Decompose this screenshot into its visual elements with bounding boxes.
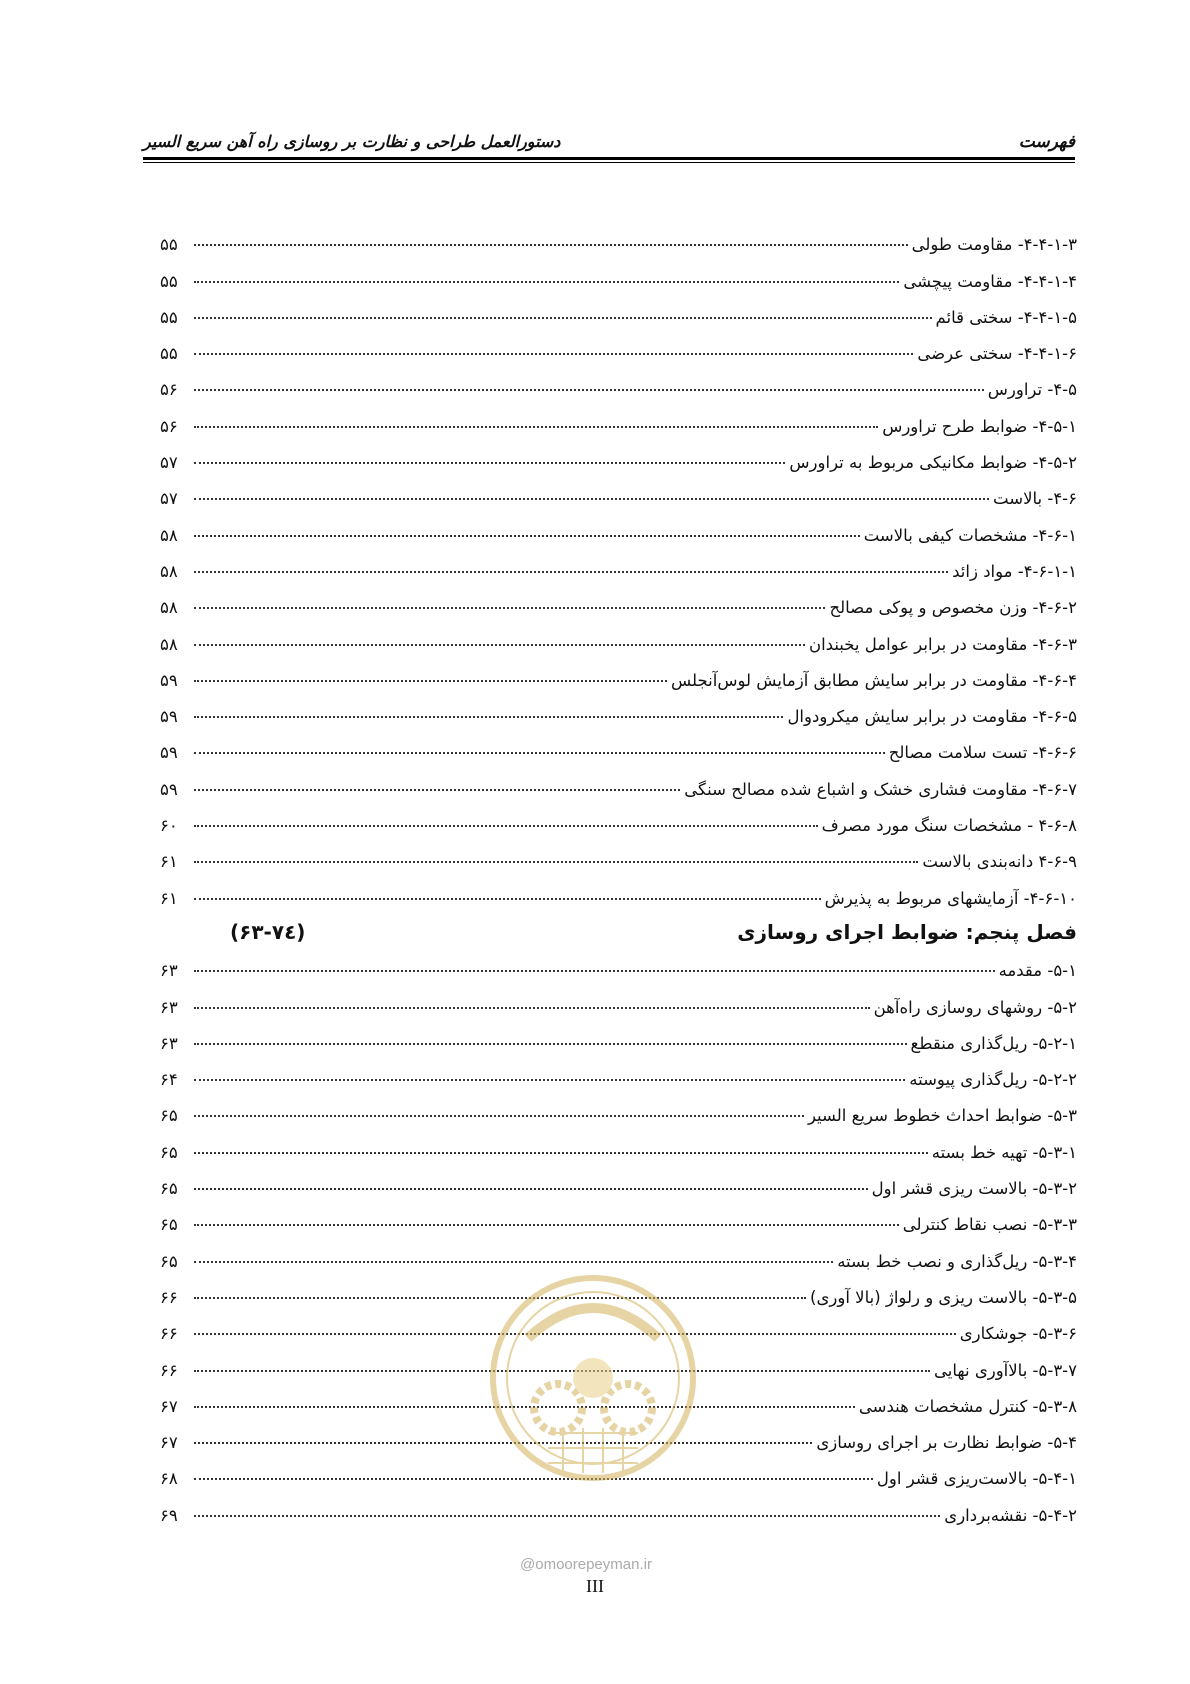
toc-entry[interactable] xyxy=(160,436,1077,472)
toc-entry-page: ۶۵ xyxy=(160,1251,178,1271)
toc-entry[interactable] xyxy=(160,363,1077,399)
toc-entry[interactable] xyxy=(160,508,1077,544)
toc-leader-dots xyxy=(194,1006,870,1009)
toc-entry-title: ۵-۳-۱- تهیه خط بسته xyxy=(931,1142,1077,1162)
toc-entry[interactable] xyxy=(160,472,1077,508)
toc-entry-title: ۴-۶-۵- مقاومت در برابر سایش میکرودوال xyxy=(787,707,1077,727)
toc-entry-page: ۶۱ xyxy=(160,852,178,872)
toc-leader-dots xyxy=(194,352,913,355)
toc-leader-dots xyxy=(194,243,908,246)
toc-entry-page: ۶۱ xyxy=(160,888,178,908)
toc-leader-dots xyxy=(194,1114,804,1117)
toc-entry-page: ۵۵ xyxy=(160,307,178,327)
toc-leader-dots xyxy=(194,316,932,319)
toc-entry-page: ۶۵ xyxy=(160,1179,178,1199)
page-header xyxy=(143,128,1075,158)
toc-entry-page: ۶۷ xyxy=(160,1396,178,1416)
toc-entry-title: ۵-۲-۲- ریل‌گذاری پیوسته xyxy=(909,1070,1077,1090)
toc-entry[interactable] xyxy=(160,327,1077,363)
toc-entry-title: ۵-۱- مقدمه xyxy=(998,961,1077,981)
seal-logo-icon xyxy=(488,1268,698,1498)
toc-leader-dots xyxy=(194,1514,940,1517)
toc-entry-title: ۴-۶-۱-۱- مواد زائد xyxy=(952,561,1077,581)
toc-leader-dots xyxy=(194,1223,899,1226)
toc-entry-title: ۵-۳-۴- ریل‌گذاری و نصب خط بسته xyxy=(837,1251,1077,1271)
toc-entry[interactable] xyxy=(160,1017,1077,1053)
chapter-heading[interactable] xyxy=(160,908,1077,944)
header-document-title: دستورالعمل طراحی و نظارت بر روسازی راه آهن سریع السیر xyxy=(143,132,561,151)
toc-leader-dots xyxy=(194,280,899,283)
toc-entry-title: ۵-۳- ضوابط احداث خطوط سریع السیر xyxy=(807,1106,1077,1126)
toc-entry-title: ۴-۶-۷- مقاومت فشاری خشک و اشباع شده مصالح سنگی xyxy=(684,779,1077,799)
toc-entry-title: ۴-۶-۳- مقاومت در برابر عوامل یخبندان xyxy=(808,634,1077,654)
toc-leader-dots xyxy=(194,425,878,428)
toc-entry[interactable] xyxy=(160,1125,1077,1161)
toc-entry-title: ۵-۲-۱- ریل‌گذاری منقطع xyxy=(910,1033,1077,1053)
toc-entry-title: ۴-۶-۱- مشخصات کیفی بالاست xyxy=(863,525,1077,545)
toc-entry-page: ۵۸ xyxy=(160,598,178,618)
toc-entry-page: ۵۶ xyxy=(160,416,178,436)
toc-entry-page: ۵۵ xyxy=(160,235,178,255)
toc-entry[interactable] xyxy=(160,617,1077,653)
toc-entry-title: ۵-۴- ضوابط نظارت بر اجرای روسازی xyxy=(816,1433,1077,1453)
toc-leader-dots xyxy=(194,860,918,863)
toc-entry[interactable] xyxy=(160,726,1077,762)
toc-entry[interactable] xyxy=(160,654,1077,690)
toc-entry-title: ۴-۶-۴- مقاومت در برابر سایش مطابق آزمایش لوس‌آنجلس xyxy=(671,670,1077,690)
toc-entry-page: ۶۷ xyxy=(160,1433,178,1453)
toc-entry-title: ۵-۴-۲- نقشه‌برداری xyxy=(944,1505,1077,1525)
toc-leader-dots xyxy=(194,1042,907,1045)
toc-leader-dots xyxy=(194,497,989,500)
toc-leader-dots xyxy=(194,388,984,391)
toc-entry-title: ۴-۶-۶- تست سلامت مصالح xyxy=(888,743,1077,763)
toc-entry-page: ۶۵ xyxy=(160,1106,178,1126)
toc-entry-page: ۵۸ xyxy=(160,634,178,654)
toc-entry[interactable] xyxy=(160,254,1077,290)
toc-entry-page: ۵۷ xyxy=(160,453,178,473)
toc-entry-title: ۴-۶-۲- وزن مخصوص و پوکی مصالح xyxy=(829,598,1077,618)
toc-entry-page: ۵۶ xyxy=(160,380,178,400)
toc-entry-title: ۴-۶-۱۰- آزمایشهای مربوط به پذیرش xyxy=(824,888,1077,908)
toc-leader-dots xyxy=(194,715,783,718)
toc-entry-page: ۵۷ xyxy=(160,489,178,509)
toc-entry-page: ۶۹ xyxy=(160,1505,178,1525)
toc-entry-page: ۶۶ xyxy=(160,1324,178,1344)
toc-entry[interactable] xyxy=(160,545,1077,581)
toc-leader-dots xyxy=(194,1151,928,1154)
toc-leader-dots xyxy=(194,788,680,791)
toc-entry[interactable] xyxy=(160,291,1077,327)
toc-entry-title: ۴-۶-۸ - مشخصات سنگ مورد مصرف xyxy=(821,816,1077,836)
toc-entry-title: ۵-۳-۵- بالاست ریزی و رلواژ (بالا آوری) xyxy=(810,1287,1077,1307)
toc-leader-dots xyxy=(194,1187,868,1190)
header-section-title: فهرست xyxy=(1018,132,1075,152)
toc-entry-title: ۵-۳-۶- جوشکاری xyxy=(959,1324,1077,1344)
toc-entry-page: ۵۵ xyxy=(160,271,178,291)
toc-entry-page: ۵۹ xyxy=(160,707,178,727)
header-rule xyxy=(143,157,1075,163)
toc-entry-page: ۶۰ xyxy=(160,816,178,836)
toc-entry-title: ۵-۳-۷- بالاآوری نهایی xyxy=(934,1360,1077,1380)
toc-leader-dots xyxy=(194,570,948,573)
page-number: III xyxy=(586,1576,604,1596)
toc-entry[interactable] xyxy=(160,835,1077,871)
toc-entry[interactable] xyxy=(160,1234,1077,1270)
toc-entry-page: ۶۶ xyxy=(160,1360,178,1380)
toc-entry-title: ۵-۳-۲- بالاست ریزی قشر اول xyxy=(871,1179,1077,1199)
toc-entry[interactable] xyxy=(160,1089,1077,1125)
toc-entry-page: ۵۸ xyxy=(160,561,178,581)
toc-leader-dots xyxy=(194,606,825,609)
toc-entry[interactable] xyxy=(160,980,1077,1016)
toc-entry-page: ۶۳ xyxy=(160,961,178,981)
toc-leader-dots xyxy=(194,534,860,537)
toc-entry-page: ۶۵ xyxy=(160,1142,178,1162)
toc-entry-title: ۴-۵- تراورس xyxy=(987,380,1077,400)
toc-entry-page: ۵۹ xyxy=(160,779,178,799)
toc-leader-dots xyxy=(194,679,667,682)
toc-entry-title: ۴-۵-۱- ضوابط طرح تراورس xyxy=(882,416,1077,436)
toc-entry[interactable] xyxy=(160,871,1077,907)
toc-entry-title: ۴-۴-۱-۴- مقاومت پیچشی xyxy=(903,271,1077,291)
toc-entry-page: ۵۸ xyxy=(160,525,178,545)
toc-entry[interactable] xyxy=(160,944,1077,980)
toc-entry-title: ۵-۳-۳- نصب نقاط کنترلی xyxy=(902,1215,1077,1235)
toc-entry-page: ۶۶ xyxy=(160,1287,178,1307)
watermark-site: @omoorepeyman.ir xyxy=(520,1556,652,1573)
toc-entry-title: ۴-۵-۲- ضوابط مکانیکی مربوط به تراورس xyxy=(789,453,1077,473)
toc-entry[interactable] xyxy=(160,1198,1077,1234)
chapter-page-range: (۶۳-۷٤) xyxy=(230,919,306,944)
toc-leader-dots xyxy=(194,751,885,754)
toc-entry[interactable] xyxy=(160,690,1077,726)
toc-leader-dots xyxy=(194,824,818,827)
toc-entry[interactable] xyxy=(160,762,1077,798)
toc-entry-title: ۵-۴-۱- بالاست‌ریزی قشر اول xyxy=(876,1469,1077,1489)
toc-entry-page: ۶۵ xyxy=(160,1215,178,1235)
toc-leader-dots xyxy=(194,643,805,646)
toc-leader-dots xyxy=(194,1078,905,1081)
toc-leader-dots xyxy=(194,461,785,464)
toc-entry-page: ۶۳ xyxy=(160,1033,178,1053)
toc-entry-title: ۴-۶- بالاست xyxy=(993,489,1077,509)
toc-entry-title: ۵-۲- روشهای روسازی راه‌آهن xyxy=(873,997,1077,1017)
toc-entry-page: ۶۳ xyxy=(160,997,178,1017)
toc-entry[interactable] xyxy=(160,799,1077,835)
toc-entry-page: ۶۸ xyxy=(160,1469,178,1489)
toc-entry-title: ۴-۴-۱-۶- سختی عرضی xyxy=(917,344,1077,364)
toc-entry-page: ۵۹ xyxy=(160,743,178,763)
toc-leader-dots xyxy=(194,897,821,900)
toc-entry-page: ۵۵ xyxy=(160,344,178,364)
toc-entry-title: ۴-۶-۹ دانه‌بندی بالاست xyxy=(922,852,1077,872)
toc-entry[interactable] xyxy=(160,218,1077,254)
chapter-title: فصل پنجم: ضوابط اجرای روسازی xyxy=(737,919,1077,944)
toc-leader-dots xyxy=(194,969,995,972)
toc-leader-dots xyxy=(194,1260,833,1263)
toc-entry-title: ۴-۴-۱-۵- سختی قائم xyxy=(935,307,1077,327)
toc-entry[interactable] xyxy=(160,1162,1077,1198)
toc-entry[interactable] xyxy=(160,1053,1077,1089)
toc-entry[interactable] xyxy=(160,399,1077,435)
toc-entry-title: ۵-۳-۸- کنترل مشخصات هندسی xyxy=(858,1396,1077,1416)
toc-entry[interactable] xyxy=(160,581,1077,617)
toc-entry-page: ۶۴ xyxy=(160,1070,178,1090)
toc-entry-page: ۵۹ xyxy=(160,670,178,690)
toc-entry-title: ۴-۴-۱-۳- مقاومت طولی xyxy=(911,235,1077,255)
